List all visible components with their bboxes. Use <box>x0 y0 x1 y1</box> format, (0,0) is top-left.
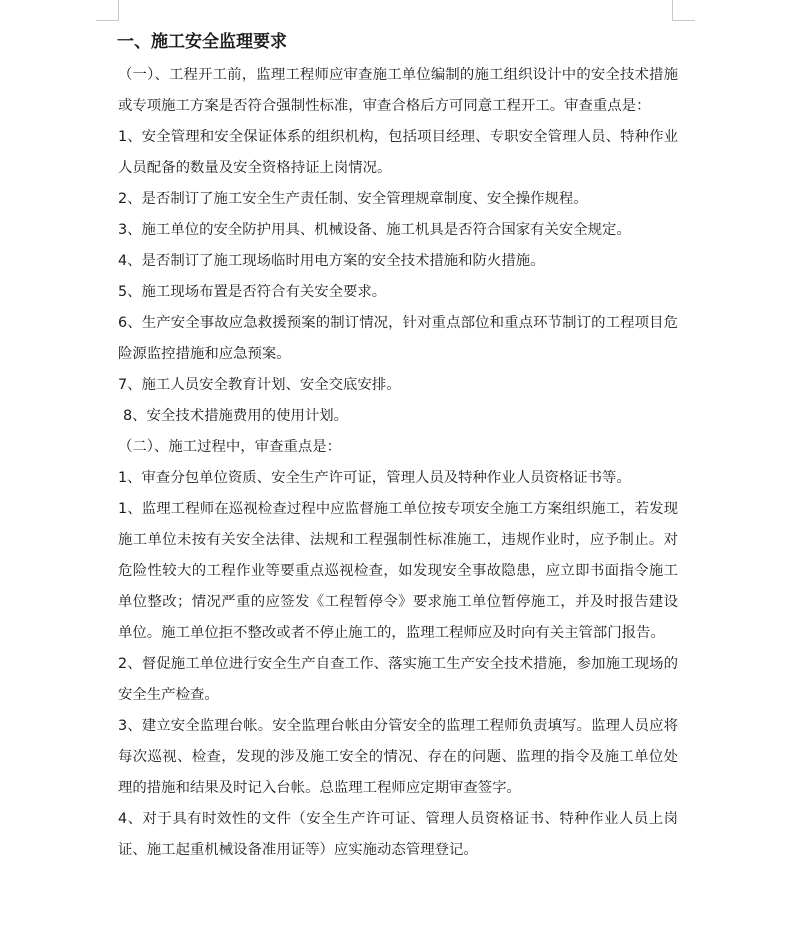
paragraph-section-2-intro: （二）、施工过程中，审查重点是： <box>118 439 342 455</box>
paragraph-item-1: 1、安全管理和安全保证体系的组织机构，包括项目经理、专职安全管理人员、特种作业人员配备的数量及安全资格持证上岗情况。 <box>118 129 678 176</box>
paragraph-item-7: 7、施工人员安全教育计划、安全交底安排。 <box>118 377 401 393</box>
paragraph-item-2: 2、是否制订了施工安全生产责任制、安全管理规章制度、安全操作规程。 <box>118 191 588 207</box>
paragraph-section-2-item-1b: 1、监理工程师在巡视检查过程中应监督施工单位按专项安全施工方案组织施工，若发现施工单位未按有关安全法律、法规和工程强制性标准施工，违规作业时，应予制止。对危险性较大的工程作业等要重点巡视检查，如发现安全事故隐患，应立即书面指令施工单位整改；情况严重的应签发《工程暂停令》要求施工单位暂停施工，并及时报告建设单位。施工单位拒不整改或者不停止施工的，监理工程师应及时向有关主管部门报告。 <box>118 501 678 641</box>
document-body <box>118 26 678 866</box>
paragraph-item-8: 8、安全技术措施费用的使用计划。 <box>123 408 349 424</box>
paragraph-item-4: 4、是否制订了施工现场临时用电方案的安全技术措施和防火措施。 <box>118 253 545 269</box>
paragraph-section-2-item-2: 2、督促施工单位进行安全生产自查工作、落实施工生产安全技术措施，参加施工现场的安全生产检查。 <box>118 656 678 703</box>
paragraph-intro: （一）、工程开工前，监理工程师应审查施工单位编制的施工组织设计中的安全技术措施或专项施工方案是否符合强制性标准，审查合格后方可同意工程开工。审查重点是： <box>118 67 678 114</box>
crop-mark-top-right <box>672 0 695 21</box>
paragraph-item-3: 3、施工单位的安全防护用具、机械设备、施工机具是否符合国家有关安全规定。 <box>118 222 631 238</box>
paragraph-section-2-item-1a: 1、审查分包单位资质、安全生产许可证，管理人员及特种作业人员资格证书等。 <box>118 470 631 486</box>
paragraph-section-2-item-3: 3、建立安全监理台帐。安全监理台帐由分管安全的监理工程师负责填写。监理人员应将每次巡视、检查，发现的涉及施工安全的情况、存在的问题、监理的指令及施工单位处理的措施和结果及时记入台帐。总监理工程师应定期审查签字。 <box>118 718 678 796</box>
paragraph-item-6: 6、生产安全事故应急救援预案的制订情况，针对重点部位和重点环节制订的工程项目危险源监控措施和应急预案。 <box>118 315 678 362</box>
section-heading: 一、施工安全监理要求 <box>117 32 287 52</box>
paragraph-section-2-item-4: 4、对于具有时效性的文件（安全生产许可证、管理人员资格证书、特种作业人员上岗证、施工起重机械设备准用证等）应实施动态管理登记。 <box>118 811 678 858</box>
crop-mark-top-left <box>96 0 119 21</box>
paragraph-item-5: 5、施工现场布置是否符合有关安全要求。 <box>118 284 387 300</box>
